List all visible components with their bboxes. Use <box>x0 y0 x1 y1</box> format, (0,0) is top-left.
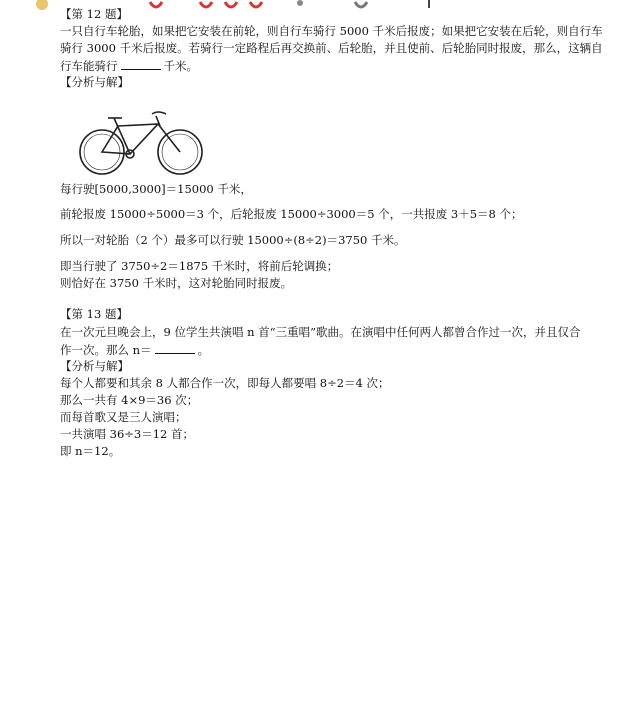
question-13-text-line: 在一次元旦晚会上，9 位学生共演唱 n 首“三重唱”歌曲。在演唱中任何两人都曾合作过一次，并且仅合 <box>60 325 581 339</box>
question-12-text-part: 千米。 <box>163 59 198 73</box>
question-13-text-part: 作一次。那么 n＝ <box>60 343 152 357</box>
solution-line: 所以一对轮胎（2 个）最多可以行驶 15000÷(8÷2)＝3750 千米。 <box>60 233 406 247</box>
question-12-text-line <box>60 57 198 75</box>
bicycle-illustration <box>72 100 212 180</box>
question-12-title: 【第 12 题】 <box>60 7 128 21</box>
question-12-text-line: 一只自行车轮胎，如果把它安装在前轮，则自行车骑行 5000 千米后报废；如果把它安装在后轮，则自行车 <box>60 24 603 38</box>
solution-line: 一共演唱 36÷3＝12 首； <box>60 427 195 441</box>
question-13-text-line <box>60 341 209 359</box>
answer-blank <box>121 57 161 70</box>
solution-line: 那么一共有 4×9＝36 次； <box>60 393 199 407</box>
solution-line: 即 n＝12。 <box>60 444 121 458</box>
answer-blank <box>155 341 195 354</box>
ribbon-icon <box>150 2 162 7</box>
analysis-heading: 【分析与解】 <box>60 75 129 89</box>
question-13-text-part: 。 <box>197 343 210 357</box>
solution-line: 即当行驶了 3750÷2＝1875 千米时，将前后轮调换； <box>60 259 339 273</box>
solution-line: 前轮报废 15000÷5000＝3 个，后轮报废 15000÷3000＝5 个，一共报废 3＋5＝8 个； <box>60 207 523 221</box>
solution-line: 每行驶[5000,3000]＝15000 千米， <box>60 182 252 196</box>
star-icon <box>36 0 48 10</box>
question-12-text-part: 行车能骑行 <box>60 59 118 73</box>
solution-line: 而每首歌又是三人演唱； <box>60 410 187 424</box>
solution-line: 则恰好在 3750 千米时，这对轮胎同时报废。 <box>60 276 293 290</box>
question-13-title: 【第 13 题】 <box>60 307 128 321</box>
analysis-heading: 【分析与解】 <box>60 359 129 373</box>
question-12-text-line: 骑行 3000 千米后报废。若骑行一定路程后再交换前、后轮胎，并且使前、后轮胎同时报废，那么，这辆自 <box>60 41 603 55</box>
solution-line: 每个人都要和其余 8 人都合作一次，即每人都要唱 8÷2＝4 次； <box>60 376 390 390</box>
